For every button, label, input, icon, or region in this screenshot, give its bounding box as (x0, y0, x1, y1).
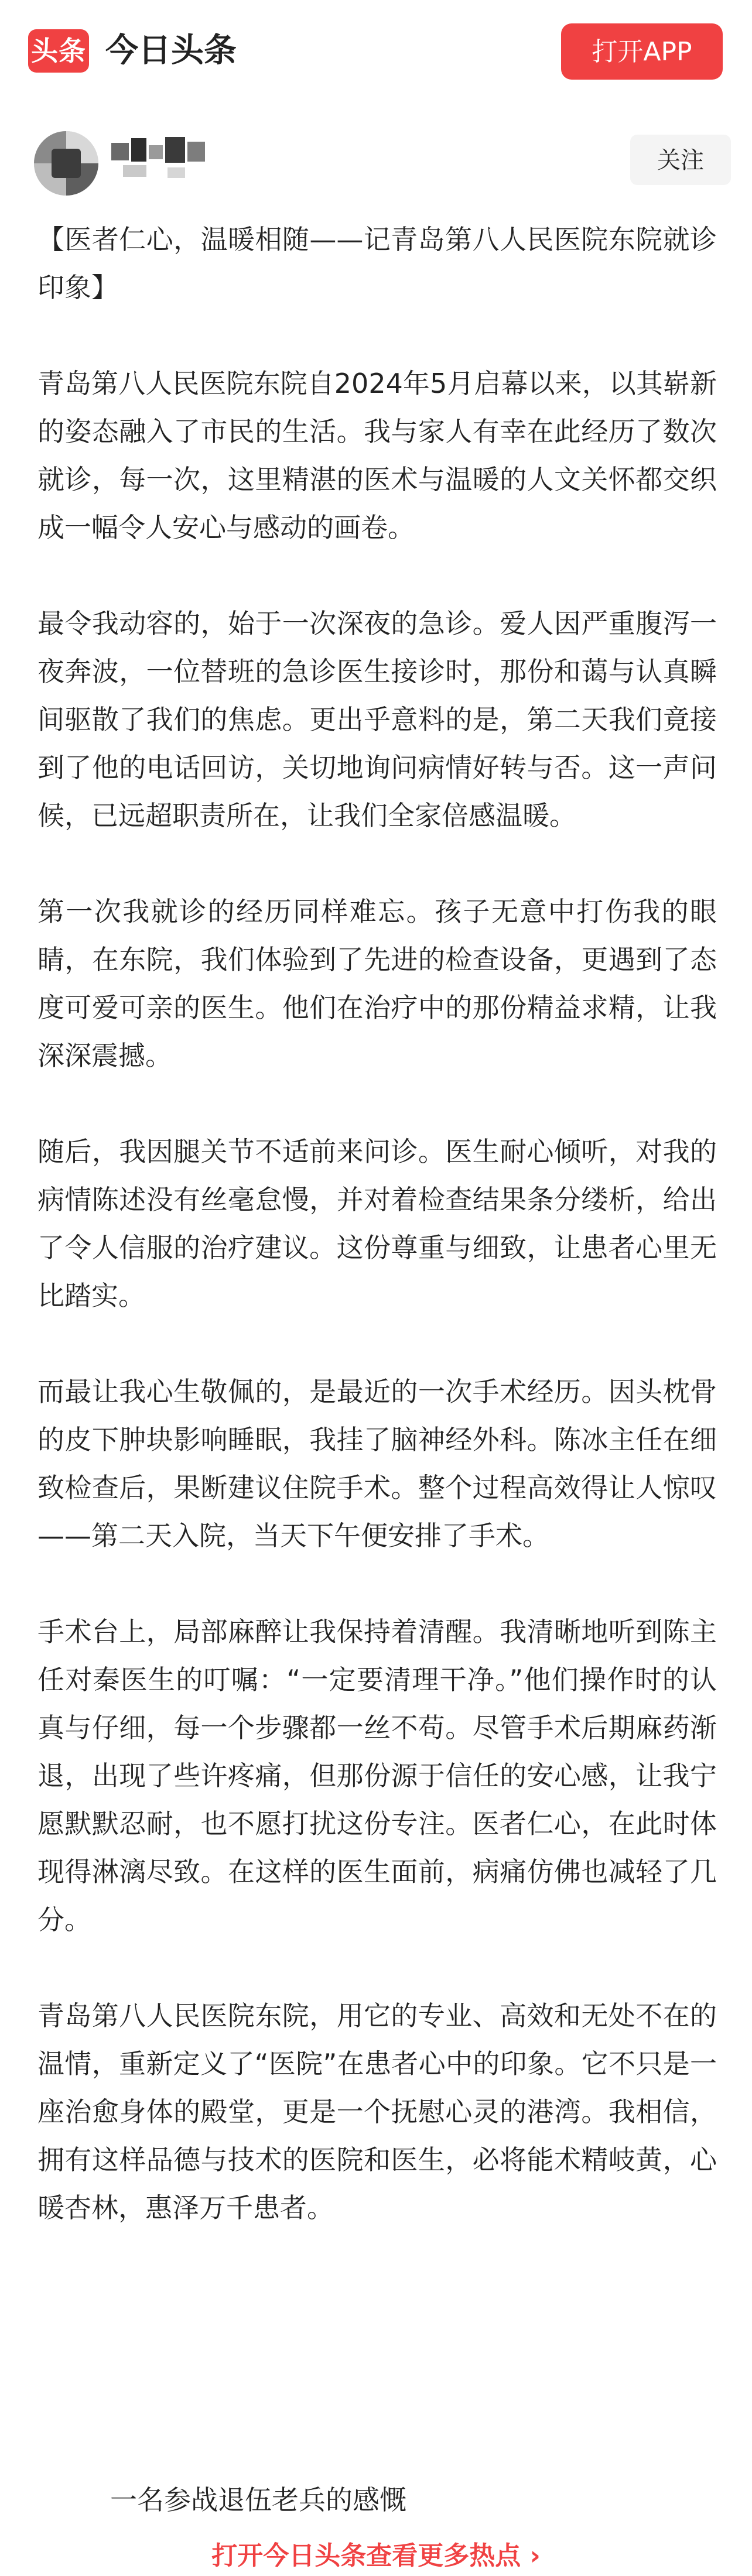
follow-button[interactable]: 关注 (630, 135, 731, 185)
open-toutiao-more-link[interactable]: 打开今日头条查看更多热点 › (211, 2541, 541, 2571)
article-paragraph: 随后，我因腿关节不适前来问诊。医生耐心倾听，对我的病情陈述没有丝毫怠慢，并对着检查结果条分缕析，给出了令人信服的治疗建议。这份尊重与细致，让患者心里无比踏实。 (37, 1136, 717, 1311)
toutiao-logo[interactable]: 头条 (28, 29, 89, 73)
article-paragraph: 第一次我就诊的经历同样难忘。孩子无意中打伤我的眼睛，在东院，我们体验到了先进的检查设备，更遇到了态度可爱可亲的医生。他们在治疗中的那份精益求精，让我深深震撼。 (37, 896, 717, 1071)
article-paragraph: 手术台上，局部麻醉让我保持着清醒。我清晰地听到陈主任对秦医生的叮嘱：“一定要清理干净。”他们操作时的认真与仔细，每一个步骤都一丝不苟。尽管手术后期麻药渐退，出现了些许疼痛，但那份源于信任的安心感，让我宁愿默默忍耐，也不愿打扰这份专注。医者仁心，在此时体现得淋漓尽致。在这样的医生面前，病痛仿佛也减轻了几分。 (37, 1616, 717, 1936)
article-paragraph: 最令我动容的，始于一次深夜的急诊。爱人因严重腹泻一夜奔波，一位替班的急诊医生接诊时，那份和蔼与认真瞬间驱散了我们的焦虑。更出乎意料的是，第二天我们竟接到了他的电话回访，关切地询问病情好转与否。这一声问候，已远超职责所在，让我们全家倍感温暖。 (37, 608, 717, 831)
author-avatar[interactable] (34, 131, 98, 196)
author-row (0, 115, 752, 208)
article-paragraph: 青岛第八人民医院东院，用它的专业、高效和无处不在的温情，重新定义了“医院”在患者心中的印象。它不只是一座治愈身体的殿堂，更是一个抚慰心灵的港湾。我相信，拥有这样品德与技术的医院和医生，必将能术精岐黄，心暖杏林，惠泽万千患者。 (37, 2000, 717, 2224)
article-paragraph: 青岛第八人民医院东院自2024年5月启幕以来，以其崭新的姿态融入了市民的生活。我与家人有幸在此经历了数次就诊，每一次，这里精湛的医术与温暖的人文关怀都交织成一幅令人安心与感动的画卷。 (37, 368, 717, 543)
article-title: 【医者仁心，温暖相随——记青岛第八人民医院东院就诊印象】 (37, 224, 717, 303)
app-name: 今日头条 (105, 32, 237, 70)
article-signature: 一名参战退伍老兵的感慨 (110, 2484, 406, 2516)
top-bar (0, 0, 752, 103)
open-app-button[interactable]: 打开APP (561, 23, 723, 80)
article-body (37, 215, 717, 2280)
article-paragraph: 而最让我心生敬佩的，是最近的一次手术经历。因头枕骨的皮下肿块影响睡眠，我挂了脑神经外科。陈冰主任在细致检查后，果断建议住院手术。整个过程高效得让人惊叹——第二天入院，当天下午便安排了手术。 (37, 1376, 717, 1551)
author-name-pixelated[interactable] (111, 132, 211, 185)
